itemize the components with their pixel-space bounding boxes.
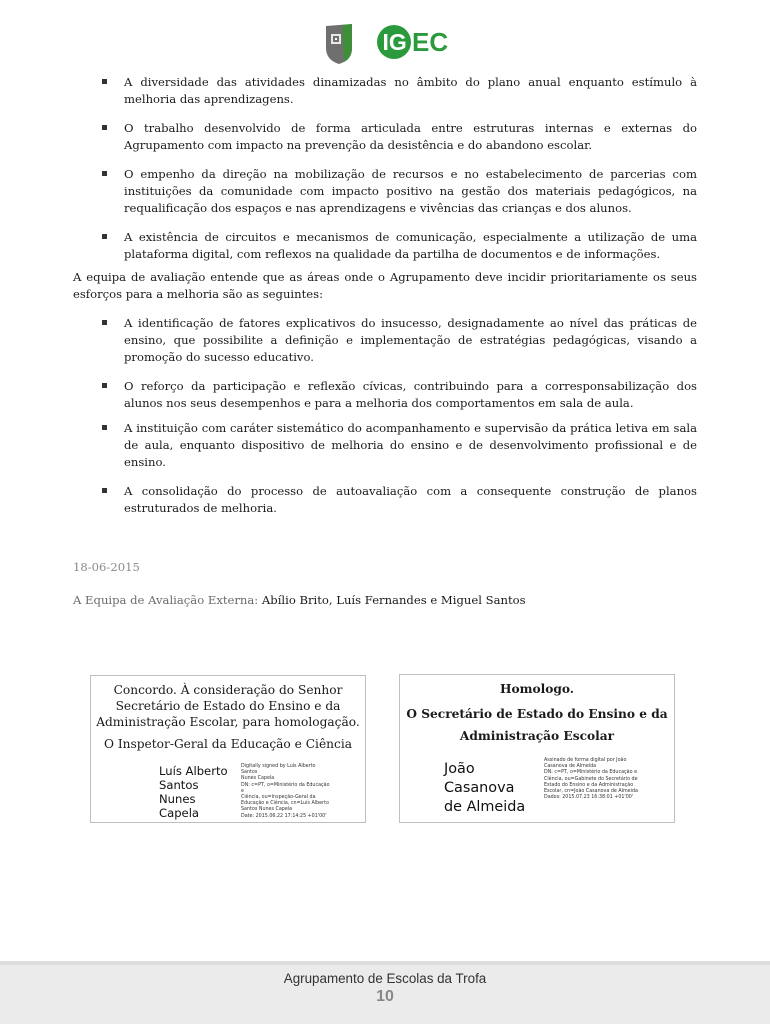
signature-details: Assinado de forma digital por João Casanova de Almeida DN: c=PT, o=Ministério da Educação e Ciência, ou=Gabinete do Secretário de Estado do Ensino e da Administração Escolar, cn=João Casanova de Almeida Dados: 2015.07.23 16:38:01 +01'00' xyxy=(544,758,638,801)
square-bullet-icon xyxy=(102,125,107,130)
page-footer xyxy=(0,961,770,1024)
footer-divider xyxy=(0,961,770,965)
list-item: A consolidação do processo de autoavaliação com a consequente construção de planos estruturados de melhoria. xyxy=(73,483,697,517)
report-date: 18-06-2015 xyxy=(73,560,140,574)
digital-signature xyxy=(159,764,333,820)
square-bullet-icon xyxy=(102,383,107,388)
inspector-approval-box xyxy=(90,675,366,823)
page-number: 10 xyxy=(376,988,394,1005)
list-item: A identificação de fatores explicativos do insucesso, designadamente ao nível das práticas de ensino, que possibilite a definição e implementação de estratégias pedagógicas, visando a promoção do sucesso educativo. xyxy=(73,315,697,366)
approval-role: O Inspetor-Geral da Educação e Ciência xyxy=(103,737,353,751)
improvement-intro: A equipa de avaliação entende que as áreas onde o Agrupamento deve incidir prioritariamente os seus esforços para a melhoria são as seguintes: xyxy=(73,270,697,301)
list-item: A instituição com caráter sistemático do acompanhamento e supervisão da prática letiva em sala de aula, enquanto dispositivo de melhoria do ensino e de desenvolvimento profissional e de ensino. xyxy=(73,420,697,471)
homologation-text: Homologo. xyxy=(499,682,575,696)
team-label: A Equipa de Avaliação Externa: xyxy=(73,593,259,607)
list-item: O empenho da direção na mobilização de recursos e no estabelecimento de parcerias com instituições da comunidade com impacto positivo na gestão dos materiais pedagógicos, na requalificação dos espaços e nas aprendizagens e vivências das crianças e dos alunos. xyxy=(73,166,697,217)
igec-logo xyxy=(376,22,456,62)
signer-name: João Casanova de Almeida xyxy=(444,761,526,815)
signer-name: Luís Alberto Santos Nunes Capela xyxy=(159,764,228,820)
square-bullet-icon xyxy=(102,488,107,493)
secretary-homologation-box xyxy=(399,674,675,823)
square-bullet-icon xyxy=(102,234,107,239)
square-bullet-icon xyxy=(102,320,107,325)
svg-text:IG: IG xyxy=(382,29,407,55)
document-body xyxy=(73,74,697,529)
svg-text:EC: EC xyxy=(412,27,449,57)
government-shield-logo-icon xyxy=(322,22,356,66)
signature-details: Digitally signed by Luís Alberto Santos Nunes Capela DN: c=PT, o=Ministério da Educação e Ciência, ou=Inspeção-Geral da Educação e Ciência, cn=Luís Alberto Santos Nunes Capela Date: 2015.06.22 17:14:25 +01'00' xyxy=(241,764,330,819)
square-bullet-icon xyxy=(102,79,107,84)
page-header xyxy=(0,20,770,70)
evaluation-team xyxy=(73,593,526,607)
homologation-role: O Secretário de Estado do Ensino e da Administração Escolar xyxy=(406,707,668,743)
list-item: O reforço da participação e reflexão cívicas, contribuindo para a corresponsabilização dos alunos nos seus desempenhos e para a melhoria dos comportamentos em sala de aula. xyxy=(73,378,697,412)
list-item: A existência de circuitos e mecanismos de comunicação, especialmente a utilização de uma plataforma digital, com reflexos na qualidade da partilha de documentos e de informações. xyxy=(73,229,697,263)
list-item: O trabalho desenvolvido de forma articulada entre estruturas internas e externas do Agrupamento com impacto na prevenção da desistência e do abandono escolar. xyxy=(73,120,697,154)
footer-organization: Agrupamento de Escolas da Trofa xyxy=(283,971,487,986)
team-members: Abílio Brito, Luís Fernandes e Miguel Santos xyxy=(261,593,526,607)
digital-signature xyxy=(444,760,640,817)
list-item: A diversidade das atividades dinamizadas no âmbito do plano anual enquanto estímulo à melhoria das aprendizagens. xyxy=(73,74,697,108)
strengths-list xyxy=(73,74,697,263)
improvements-list xyxy=(73,315,697,517)
square-bullet-icon xyxy=(102,171,107,176)
approval-text: Concordo. À consideração do Senhor Secretário de Estado do Ensino e da Administração Escolar, para homologação. xyxy=(96,683,360,729)
square-bullet-icon xyxy=(102,425,107,430)
